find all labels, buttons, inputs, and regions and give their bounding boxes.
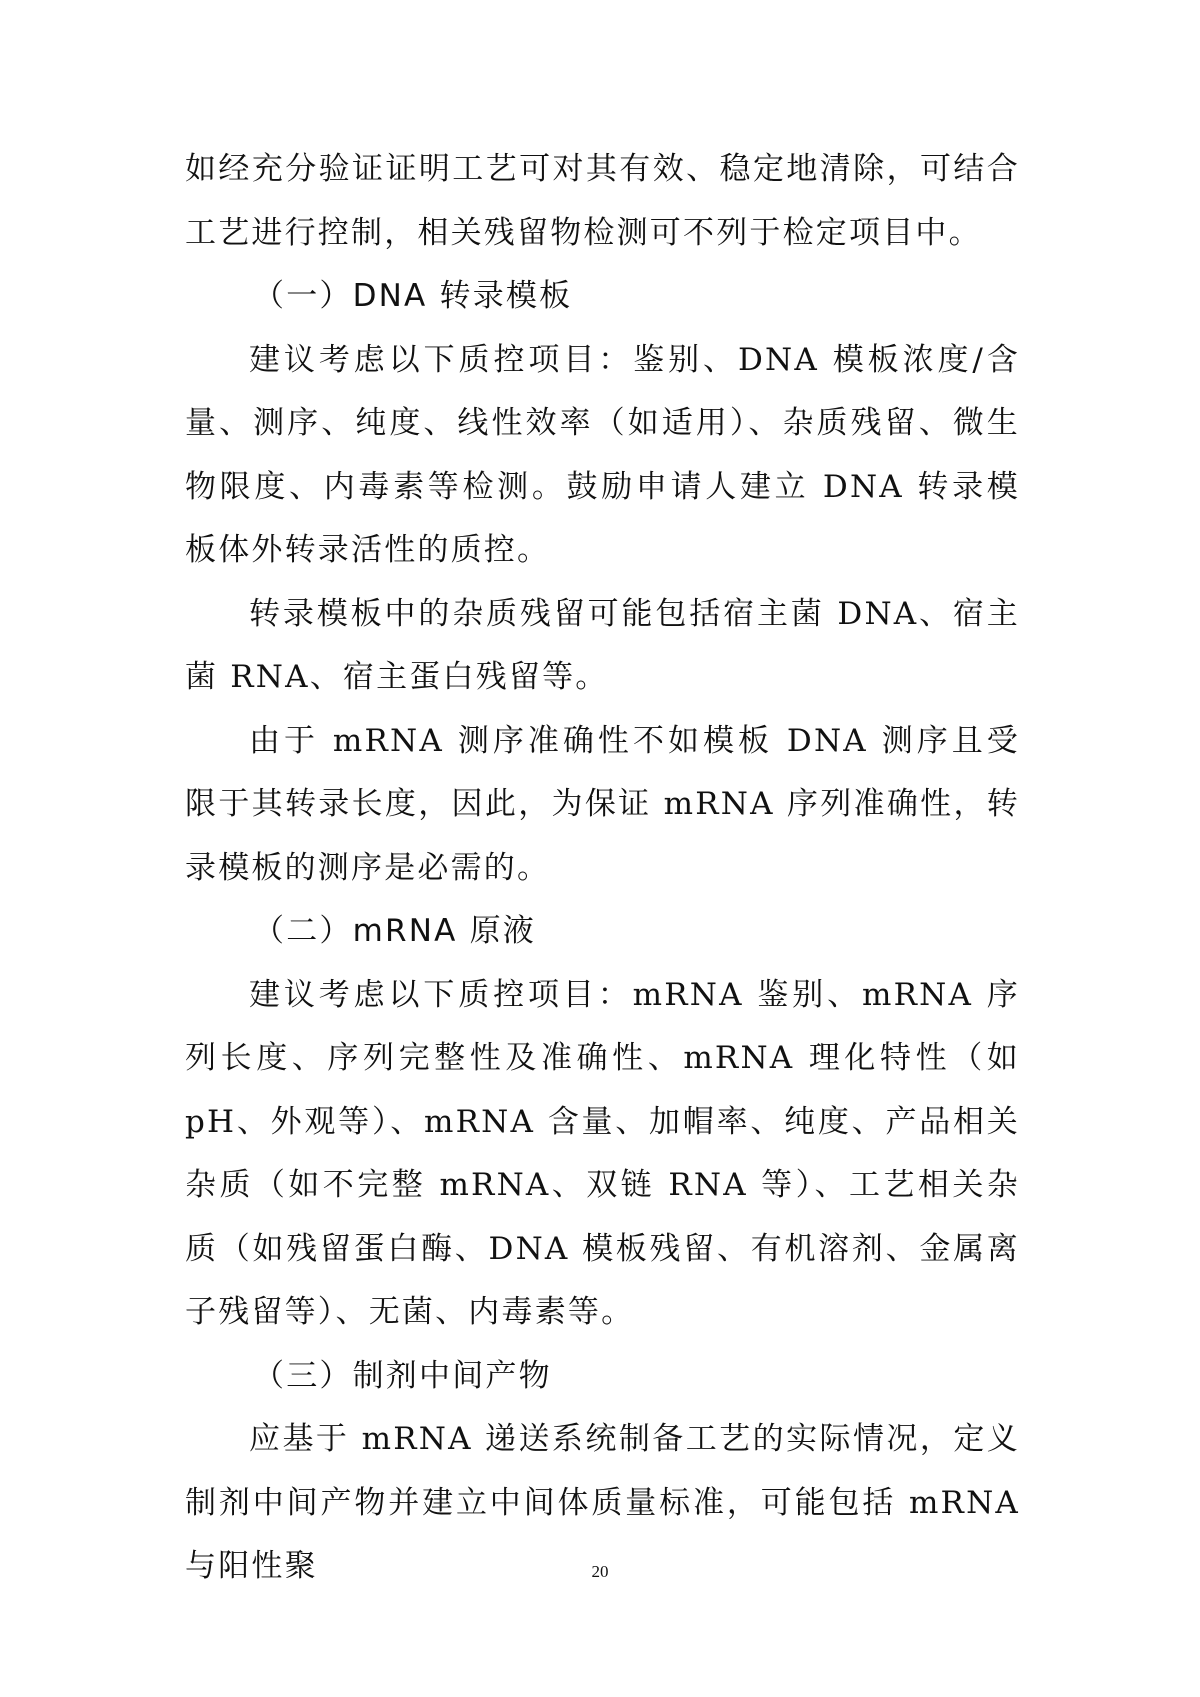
section-heading-mrna-stock bbox=[185, 900, 1020, 964]
section-heading-text: （二）mRNA 原液 bbox=[253, 913, 536, 949]
paragraph-intermediate: 应基于 mRNA 递送系统制备工艺的实际情况，定义制剂中间产物并建立中间体质量标准，可能包括 mRNA 与阳性聚 bbox=[185, 1421, 1020, 1584]
section-heading-intermediate bbox=[185, 1345, 1020, 1409]
section-heading-dna-template bbox=[185, 265, 1020, 329]
paragraph-continuation: 如经充分验证证明工艺可对其有效、稳定地清除，可结合工艺进行控制，相关残留物检测可不列于检定项目中。 bbox=[185, 151, 1020, 251]
section-heading-text: （三）制剂中间产物 bbox=[253, 1357, 552, 1394]
paragraph-sequencing: 由于 mRNA 测序准确性不如模板 DNA 测序且受限于其转录长度，因此，为保证 mRNA 序列准确性，转录模板的测序是必需的。 bbox=[185, 722, 1020, 886]
page-body bbox=[185, 138, 1020, 1599]
paragraph-dna-template-qc: 建议考虑以下质控项目：鉴别、DNA 模板浓度/含量、测序、纯度、线性效率（如适用）、杂质残留、微生物限度、内毒素等检测。鼓励申请人建立 DNA 转录模板体外转录活性的质控。 bbox=[185, 341, 1020, 568]
paragraph-impurity-residue: 转录模板中的杂质残留可能包括宿主菌 DNA、宿主菌 RNA、宿主蛋白残留等。 bbox=[185, 595, 1020, 695]
section-heading-text: （一）DNA 转录模板 bbox=[253, 278, 573, 314]
page-number: 20 bbox=[591, 1562, 609, 1581]
paragraph-mrna-qc: 建议考虑以下质控项目：mRNA 鉴别、mRNA 序列长度、序列完整性及准确性、mRNA 理化特性（如 pH、外观等）、mRNA 含量、加帽率、纯度、产品相关杂质（如不完整 mRNA、双链 RNA 等）、工艺相关杂质（如残留蛋白酶、DNA 模板残留、有机溶剂、金属离子残留等）、无菌、内毒素等。 bbox=[185, 976, 1020, 1330]
